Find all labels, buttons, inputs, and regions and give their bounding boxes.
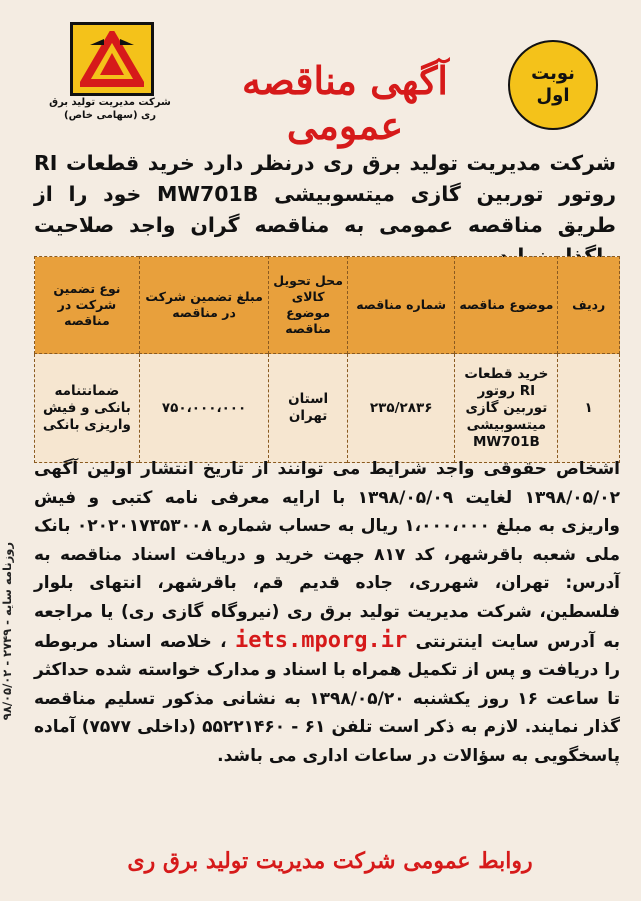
badge-line1: نوبت — [531, 63, 575, 84]
footer-public-relations: روابط عمومی شرکت مدیریت تولید برق ری — [127, 848, 533, 874]
header-row-number: ردیف — [558, 257, 620, 354]
header-guarantee-amount: مبلغ تضمین شرکت در مناقصه — [139, 257, 269, 354]
body-part1: اشخاص حقوقی واجد شرایط می توانند از تاریخ انتشار اولین آگهی ۱۳۹۸/۰۵/۰۲ لغایت ۱۳۹۸/۰۵/۰۹ با ارایه معرفی نامه کتبی و فیش واریزی به مبلغ ۱،۰۰۰،۰۰۰ ریال به حساب شماره ۰۲۰۲۰۱۷۳۵۳۰۰۸ بانک ملی شعبه باقرشهر، کد ۸۱۷ جهت خرید و دریافت اسناد مناقصه به آدرس: تهران، شهرری، جاده قدیم قم، باقرشهر، انتهای بلوار فلسطین، شرکت مدیریت تولید برق ری (نیروگاه گازی ری) یا مراجعه به آدرس سایت اینترنتی — [34, 459, 620, 652]
company-logo — [70, 22, 154, 96]
cell-guarantee-amount: ۷۵۰،۰۰۰،۰۰۰ — [139, 354, 269, 463]
logo-caption: شرکت مدیریت تولید برق ری (سهامی خاص) — [49, 97, 171, 121]
body-part2: ، خلاصه اسناد مربوطه را دریافت و پس از تکمیل همراه با اسناد و مدارک خواسته شده حداکثر تا ساعت ۱۶ روز یکشنبه ۱۳۹۸/۰۵/۲۰ به نشانی مذکور تسلیم مناقصه گذار نمایند. لازم به ذکر است تلفن ۶۱ - ۵۵۲۲۱۴۶۰ (داخلی ۷۵۷۷) آماده پاسخگویی به سؤالات در ساعات اداری می باشد. — [34, 631, 620, 766]
header-delivery-location: محل تحویل کالای موضوع مناقصه — [269, 257, 348, 354]
logo-triangle-icon — [80, 31, 144, 87]
website-link[interactable]: iets.mporg.ir — [235, 627, 408, 653]
table-header-row — [35, 257, 620, 354]
tender-table — [34, 256, 620, 463]
cell-delivery-location: استان تهران — [269, 354, 348, 463]
cell-row-number: ۱ — [558, 354, 620, 463]
header-tender-number: شماره مناقصه — [347, 257, 455, 354]
intro-paragraph: شرکت مدیریت تولید برق ری درنظر دارد خرید قطعات RI روتور توربین گازی میتسوبیشی MW701B خود را از طریق مناقصه عمومی به مناقصه گران واجد صلاحیت — [34, 151, 616, 237]
badge-line2: اول — [536, 85, 570, 106]
cell-tender-number: ۲۳۵/۲۸۳۶ — [347, 354, 455, 463]
round-badge — [508, 40, 598, 130]
page-title: آگهی مناقصه عمومی — [242, 58, 448, 148]
cell-subject: خرید قطعات RI روتور توربین گازی میتسوبیشی MW701B — [455, 354, 558, 463]
header-subject: موضوع مناقصه — [455, 257, 558, 354]
cell-guarantee-type: ضمانتنامه بانکی و فیش واریزی بانکی — [35, 354, 140, 463]
newspaper-side-text: روزنامه سایه - ۲۷۴۹ - ۹۸/۰۵/۰۲ — [0, 542, 14, 721]
table-row — [35, 354, 620, 463]
body-paragraph — [34, 455, 620, 771]
header-guarantee-type: نوع تضمین شرکت در مناقصه — [35, 257, 140, 354]
